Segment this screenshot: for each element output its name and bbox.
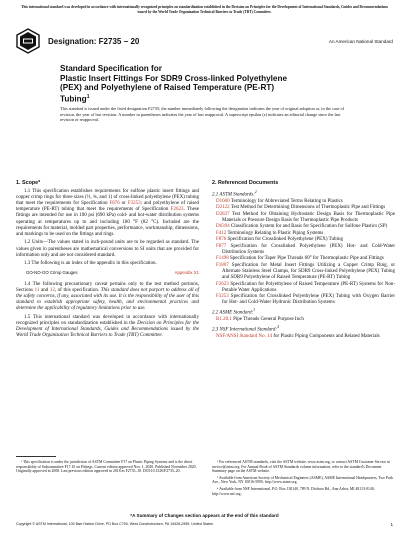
- reference-code-link[interactable]: B1.20.1: [216, 317, 232, 323]
- link-section-12[interactable]: 12: [49, 287, 55, 293]
- references-column: [212, 180, 395, 340]
- title-line-2: Plastic Insert Fittings For SDR9 Cross-linked Polyethylene: [60, 73, 288, 83]
- issue-note: This standard is issued under the fixed designation F2735; the number immediately following the designation indicates the year of original adoption or, in the case of revision, the year of last revision. A number in parentheses indicates the year of last reapproval. A superscript epsilon (ε) indicates an editorial change since the last revision or reapproval.: [60, 106, 345, 123]
- link-section-11[interactable]: 11: [34, 287, 40, 293]
- reference-title: Specification for Crosslinked Polyethylene (PEX) Tubing with Oxygen Barrier for Hot- and Cold-Water Hydronic Distribution Systems: [222, 294, 395, 306]
- reference-code-link[interactable]: F877: [216, 243, 227, 249]
- footnotes-right: [212, 460, 395, 498]
- title-line-4: Tubing$^1$: [60, 93, 90, 104]
- astm-standards-list: [212, 199, 395, 307]
- reference-item: [212, 237, 395, 243]
- reference-title: Terminology for Abbreviated Terms Relating to Plastics: [229, 198, 343, 204]
- reference-item: [212, 199, 395, 205]
- scope-column: [16, 180, 199, 342]
- footnotes-left: [16, 456, 199, 476]
- reference-item: [212, 282, 395, 294]
- astm-logo-icon: [16, 28, 40, 54]
- reference-code-link[interactable]: F3253: [216, 294, 229, 300]
- reference-code-link[interactable]: F412: [216, 230, 227, 236]
- reference-code-link[interactable]: F1498: [216, 256, 229, 262]
- asme-standard-label: 2.2 ASME Standard:$^3$: [212, 308, 256, 316]
- reference-code-link[interactable]: F2623: [216, 281, 229, 287]
- reference-title: Specification for Crosslinked Polyethylene (PEX) Hot- and Cold-Water Distribution Systems: [222, 243, 395, 255]
- american-national-standard-label: An American National Standard: [328, 39, 393, 44]
- reference-item: [212, 244, 395, 256]
- reference-code-link[interactable]: D6394: [216, 224, 230, 230]
- references-heading: 2. Referenced Documents: [212, 180, 279, 186]
- reference-title: for Plastic Piping Components and Related Materials: [272, 333, 380, 339]
- reference-title: Specification for Metal Insert Fittings Utilizing a Copper Crimp Ring, or Alternate Stainless Steel Clamps, for SDR9 Cross-linked Polyethylene (PEX) Tubing and SDR9 Polyethylene of Raised Temperature (PE-RT) Tubing: [222, 262, 395, 281]
- reference-code-link[interactable]: F1807: [216, 262, 229, 268]
- title-line-3: (PEX) and Polyethylene of Raised Temperature (PE-RT): [60, 83, 275, 93]
- development-notice: This international standard was developed in accordance with internationally recognized principles on standardization established in the Decision on Principles for the Development of International Standards, Guides and Recommendations issued by the World Trade Organization Technical Barriers to Trade (TBT) Committee.: [21, 5, 388, 14]
- reference-title: Specification for Taper Pipe Threads 60° for Thermoplastic Pipe and Fittings: [228, 256, 384, 262]
- page-number: 1: [390, 522, 393, 527]
- reference-item: [212, 224, 395, 230]
- astm-standards-label: 2.1 ASTM Standards:$^2$: [212, 190, 257, 198]
- reference-item: [212, 256, 395, 262]
- link-f876[interactable]: F876: [109, 201, 120, 207]
- document-title: [60, 64, 350, 104]
- reference-item: [212, 231, 395, 237]
- reference-item: [212, 334, 395, 340]
- scope-paragraph-1-5: 1.5 This international standard was developed in accordance with internationally recognized principles on standardization established in the Decision on Principles for the Development of International Standards, Guides and Recommendations issued by the World Trade Organization Technical Barriers to Trade (TBT) Committee.: [16, 314, 199, 338]
- reference-title: Terminology Relating to Plastic Piping Systems: [226, 230, 324, 236]
- scope-paragraph-1-2: 1.2 Units—The values stated in inch-pound units are to be regarded as standard. The values given in parentheses are mathematical conversions to SI units that are provided for information only and are not considered standard.: [16, 240, 199, 258]
- reference-code-link[interactable]: D2122: [216, 205, 230, 211]
- reference-item: [212, 263, 395, 281]
- nsf-standard-label: 2.3 NSF International Standard:$^4$: [212, 325, 279, 333]
- reference-item: [212, 317, 395, 323]
- reference-title: Test Method for Determining Dimensions of Thermoplastic Pipe and Fittings: [229, 205, 386, 211]
- reference-code-link[interactable]: D1600: [216, 198, 230, 204]
- footnote-divider: [16, 456, 56, 457]
- footnote-2: ² For referenced ASTM standards, visit the ASTM website, www.astm.org, or contact ASTM Customer Service at service@astm.org. For Annual Book of ASTM Standards volume information, refer to the standard's Document Summary page on the ASTM website.: [212, 460, 390, 474]
- reference-code-link[interactable]: F876: [216, 237, 227, 243]
- scope-paragraph-1-4: 1.4 The following precautionary caveat pertains only to the test method portions, Sections 11 and 12, of this specification. This standard does not purport to address all of the safety concerns, if any, associated with its use. It is the responsibility of the user of this standard to establish appropriate safety, health, and environmental practices and determine the applicability of regulatory limitations prior to use.: [16, 281, 199, 311]
- safety-caveat: This standard does not purport to address all of the safety concerns, if any, associated with its use. It is the responsibility of the user of this standard to establish appropriate safety, health, and environmental practices and determine the applicability of regulatory limitations prior to use.: [16, 287, 199, 311]
- reference-title: Specification for Crosslinked Polyethylene (PEX) Tubing: [226, 237, 343, 243]
- link-f2623[interactable]: F2623: [170, 207, 184, 213]
- appendix-index-row: [26, 270, 199, 276]
- scope-paragraph-1-1: 1.1 This specification establishes requirements for sulfone plastic insert fittings and copper crimp rings for three sizes (½, ¾, and 1) of cross-linked polyethylene (PEX) tubing that meet the requirements for Specification F876 or F3253; and polyethylene of raised temperature (PE-RT) tubing that meet the requirements of Specification F2623. These fittings are intended for use in 100 psi (690 kPa) cold- and hot-water distribution systems operating at temperatures up to and including 180 °F (82 °C). Included are the requirements for material, molded part properties, performance, workmanship, dimensions, and markings to be used on the fittings and rings.: [16, 189, 200, 237]
- appendix-index-label: GO-NO-GO Crimp Gauges: [26, 270, 78, 276]
- reference-title: Test Method for Obtaining Hydrostatic Design Basis for Thermoplastic Pipe Materials or Pressure Design Basis for Thermoplastic Pipe Products: [222, 211, 395, 223]
- reference-title: Classification System for and Basis for Specification for Sulfone Plastics (SP): [229, 224, 388, 230]
- scope-paragraph-1-3: 1.3 The following is an index of the appendix in this specification.: [24, 261, 157, 267]
- title-footnote-mark: 1: [86, 93, 90, 100]
- nsf-standards-list: [212, 334, 395, 340]
- title-line-1: Standard Specification for: [60, 64, 162, 73]
- summary-of-changes-note: *A Summary of Changes section appears at the end of this standard: [130, 513, 279, 518]
- reference-code-link[interactable]: D2837: [216, 211, 230, 217]
- footnote-4: ⁴ Available from NSF International, P.O. Box 130140, 789 N. Dixboro Rd., Ann Arbor, MI 48113-0140, http://www.nsf.org.: [212, 486, 375, 496]
- reference-title: Specification for Polyethylene of Raised Temperature (PE-RT) Systems for Non-Potable Water Applications: [222, 281, 395, 293]
- scope-heading: 1. Scope*: [16, 180, 41, 186]
- reference-title: Pipe Threads General Purpose Inch: [231, 317, 304, 323]
- reference-item: [212, 205, 395, 211]
- footnote-1: ¹ This specification is under the jurisdiction of ASTM Committee F17 on Plastic Piping Systems and is the direct responsibility of Subcommittee F17.10 on Fittings. Current edition approved Nov. 1, 2020. Published November 2020. Originally approved in 2008. Last previous edition approved in 2018 as F2735–18. DOI:10.1520/F2735–20.: [16, 460, 197, 474]
- reference-item: [212, 294, 395, 306]
- reference-code-link[interactable]: NSF/ANSI Standard No. 14: [216, 333, 273, 339]
- link-f3253[interactable]: F3253: [127, 201, 141, 207]
- appendix-index-link[interactable]: Appendix X1: [174, 270, 199, 276]
- copyright-notice: Copyright © ASTM International, 100 Barr Harbor Drive, PO Box C700, West Conshohocken, PA 19428-2959. United States: [16, 522, 213, 526]
- footnote-3: ³ Available from American Society of Mechanical Engineers (ASME), ASME International Headquarters, Two Park Ave., New York, NY 10016-5990, http://www.asme.org.: [212, 475, 393, 485]
- reference-item: [212, 212, 395, 224]
- asme-standards-list: [212, 317, 395, 323]
- designation: Designation: F2735 − 20: [48, 37, 140, 46]
